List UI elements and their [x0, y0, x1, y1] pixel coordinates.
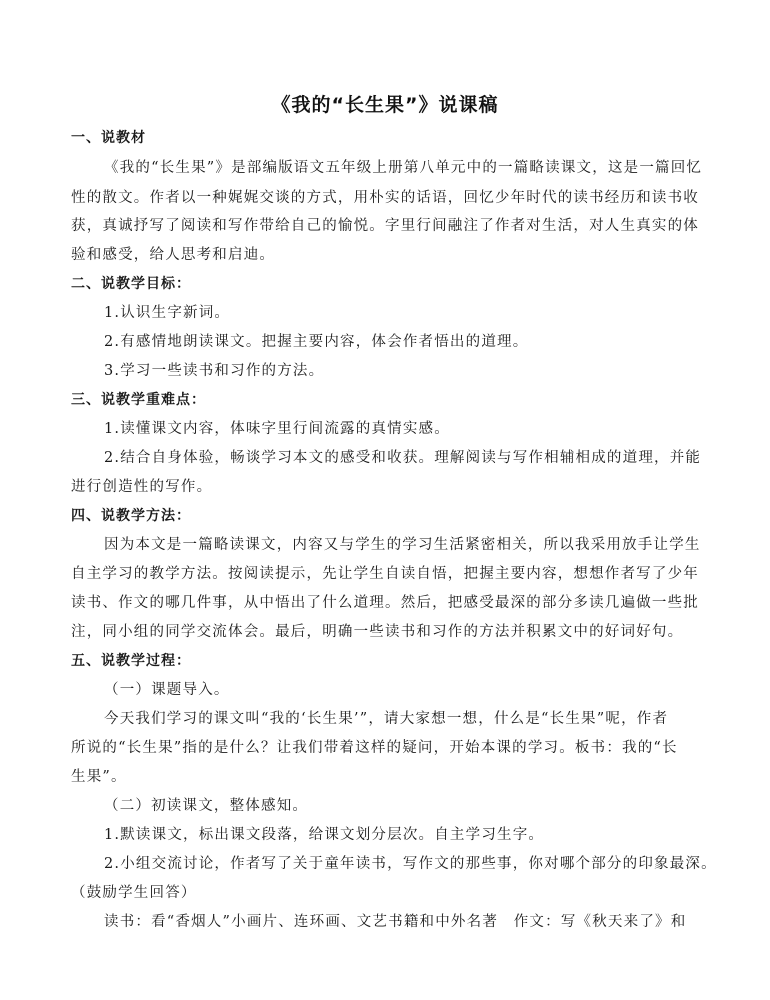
paragraph-line: 自主学习的教学方法。按阅读提示，先让学生自读自悟，把握主要内容，想想作者写了少年 [71, 566, 699, 582]
paragraph-line: 今天我们学习的课文叫“我的‘长生果’”，请大家想一想，什么是“长生果”呢，作者 [104, 711, 669, 727]
paragraph-line: 验和感受，给人思考和启迪。 [71, 247, 276, 263]
paragraph-line: 读书、作文的哪几件事，从中悟出了什么道理。然后，把感受最深的部分多读几遍做一些批 [71, 595, 699, 611]
list-item: 2.小组交流讨论，作者写了关于童年读书，写作文的那些事，你对哪个部分的印象最深。 [104, 856, 717, 872]
list-item: 2.结合自身体验，畅谈学习本文的感受和收获。理解阅读与写作相辅相成的道理，并能 [104, 450, 702, 466]
list-item: 2.有感情地朗读课文。把握主要内容，体会作者悟出的道理。 [104, 334, 529, 350]
section-heading: 三、说教学重难点： [71, 392, 206, 408]
sub-heading: （二）初读课文，整体感知。 [104, 798, 309, 814]
paragraph-line: （鼓励学生回答） [71, 885, 197, 901]
paragraph-line: 《我的“长生果”》是部编版语文五年级上册第八单元中的一篇略读课文，这是一篇回忆 [104, 160, 703, 176]
list-item: 1.认识生字新词。 [104, 305, 231, 321]
paragraph-line: 读书：看“香烟人”小画片、连环画、文艺书籍和中外名著 作文：写《秋天来了》和 [104, 914, 687, 930]
paragraph-line: 性的散文。作者以一种娓娓交谈的方式，用朴实的话语，回忆少年时代的读书经历和读书收 [71, 190, 699, 206]
section-heading: 一、说教材 [71, 130, 146, 146]
list-item: 1.默读课文，标出课文段落，给课文划分层次。自主学习生字。 [104, 827, 545, 843]
document-title: 《我的“长生果”》说课稿 [271, 94, 499, 116]
list-item: 3.学习一些读书和习作的方法。 [104, 363, 325, 379]
paragraph-line: 所说的“长生果”指的是什么？让我们带着这样的疑问，开始本课的学习。板书：我的“长 [71, 740, 678, 756]
section-heading: 二、说教学目标： [71, 276, 191, 292]
paragraph-line: 注，同小组的同学交流体会。最后，明确一些读书和习作的方法并积累文中的好词好句。 [71, 624, 684, 640]
section-heading: 五、说教学过程： [71, 653, 191, 669]
sub-heading: （一）课题导入。 [104, 682, 230, 698]
paragraph-line: 获，真诚抒写了阅读和写作带给自己的愉悦。字里行间融注了作者对生活，对人生真实的体 [71, 218, 699, 234]
paragraph-line: 因为本文是一篇略读课文，内容又与学生的学习生活紧密相关，所以我采用放手让学生 [104, 537, 701, 553]
section-heading: 四、说教学方法： [71, 508, 191, 524]
paragraph-line: 进行创造性的写作。 [71, 479, 213, 495]
list-item: 1.读懂课文内容，体味字里行间流露的真情实感。 [104, 421, 450, 437]
paragraph-line: 生果”。 [71, 769, 127, 785]
